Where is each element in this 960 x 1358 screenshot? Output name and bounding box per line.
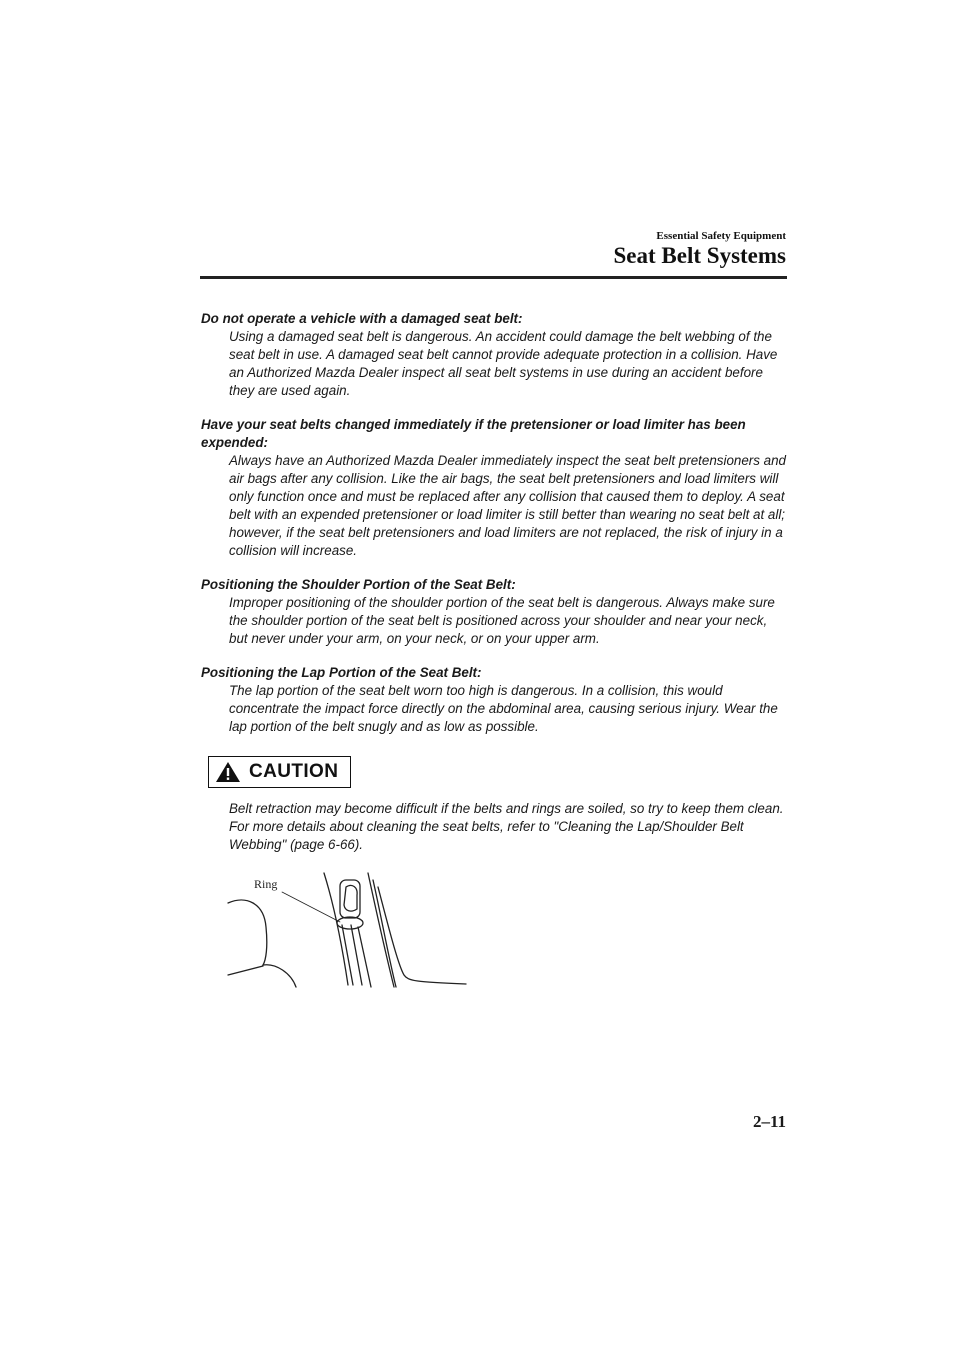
warning-heading: Positioning the Lap Portion of the Seat Belt: bbox=[201, 665, 482, 680]
warning-heading: Do not operate a vehicle with a damaged seat belt: bbox=[201, 311, 523, 326]
warning-body: Using a damaged seat belt is dangerous. An accident could damage the belt webbing of the seat belt in use. A damaged seat belt cannot provide adequate protection in a collision. Have an Authorized Mazda Dealer inspect all seat belt systems in use during an accident before they are used again. bbox=[229, 329, 778, 398]
warning-item bbox=[201, 576, 787, 648]
caution-badge bbox=[208, 756, 351, 788]
warning-heading: Positioning the Shoulder Portion of the Seat Belt: bbox=[201, 577, 516, 592]
caution-text: Belt retraction may become difficult if the belts and rings are soiled, so try to keep them clean. For more details about cleaning the seat belts, refer to "Cleaning the Lap/Shoulder Belt Webbing" (page 6-66). bbox=[229, 801, 784, 852]
warning-body: The lap portion of the seat belt worn too high is dangerous. In a collision, this would concentrate the impact force directly on the abdominal area, causing serious injury. Wear the lap portion of the belt snugly and as low as possible. bbox=[229, 683, 778, 734]
ring-label: Ring bbox=[254, 877, 278, 891]
warning-heading: Have your seat belts changed immediately if the pretensioner or load limiter has been expended: bbox=[201, 417, 746, 450]
seat-belt-ring-illustration bbox=[226, 865, 471, 990]
page-title: Seat Belt Systems bbox=[613, 243, 786, 268]
warning-body: Always have an Authorized Mazda Dealer immediately inspect the seat belt pretensioners and air bags after any collision. Like the air bags, the seat belt pretensioners and load limiters will only function once and must be replaced after any collision that caused them to deploy. A seat belt with an expended pretensioner or load limiter is still better than wearing no seat belt at all; however, if the seat belt pretensioners and load limiters are not replaced, the risk of injury in a collision will increase. bbox=[229, 453, 787, 558]
warning-item bbox=[201, 416, 787, 560]
page-number: 2–11 bbox=[752, 1112, 786, 1131]
header-divider bbox=[200, 276, 787, 279]
caution-label: CAUTION bbox=[249, 761, 339, 782]
header-section-name: Essential Safety Equipment bbox=[656, 230, 786, 242]
main-content bbox=[201, 310, 787, 854]
warning-body: Improper positioning of the shoulder portion of the seat belt is dangerous. Always make sure the shoulder portion of the seat belt is positioned across your shoulder and near your neck, but never under your arm, on your neck, or on your upper arm. bbox=[229, 595, 775, 646]
warning-triangle-icon bbox=[215, 761, 241, 783]
warning-item bbox=[201, 664, 787, 736]
warning-item bbox=[201, 310, 787, 400]
